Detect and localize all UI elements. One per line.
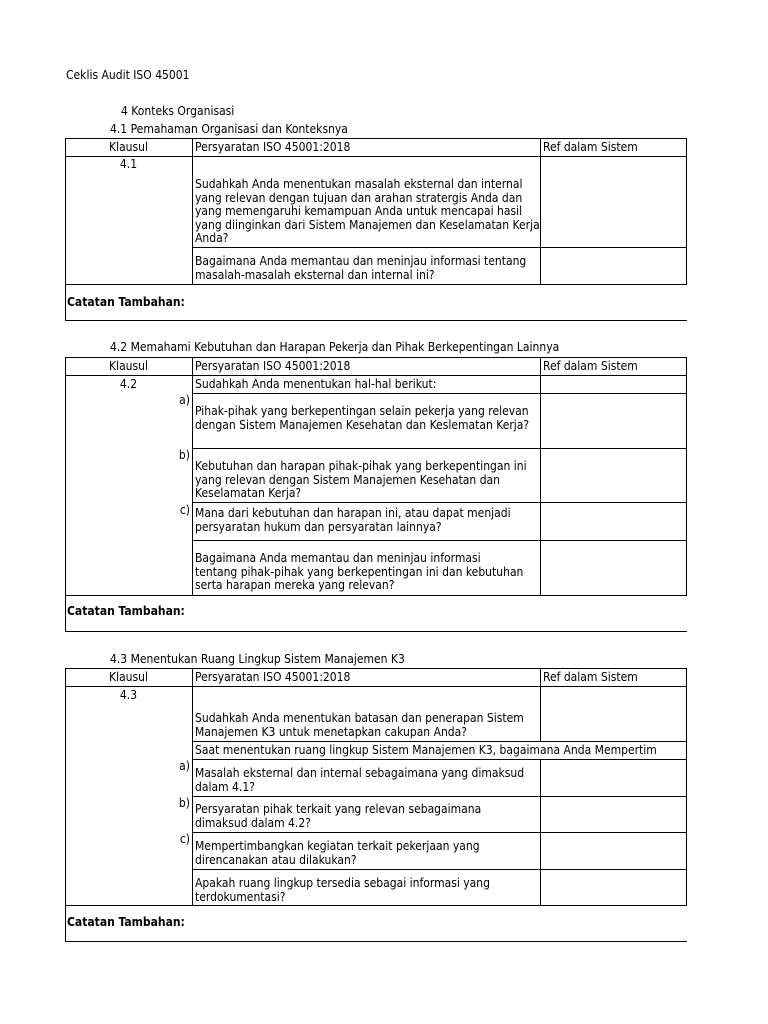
section-title: 4 Konteks Organisasi bbox=[121, 104, 235, 118]
ref-field[interactable] bbox=[541, 833, 686, 869]
subsection-title-4-2: 4.2 Memahami Kebutuhan dan Harapan Pekerja dan Pihak Berkepentingan Lainnya bbox=[110, 340, 560, 354]
ref-field[interactable] bbox=[541, 797, 686, 832]
header-ref: Ref dalam Sistem bbox=[543, 359, 638, 373]
requirement-item: Masalah eksternal dan internal sebagaimana yang dimaksud dalam 4.1? bbox=[195, 766, 525, 794]
subsection-title-4-3: 4.3 Menentukan Ruang Lingkup Sistem Manajemen K3 bbox=[110, 652, 405, 666]
header-persyaratan: Persyaratan ISO 45001:2018 bbox=[195, 140, 351, 154]
requirement-item: Mana dari kebutuhan dan harapan ini, atau dapat menjadi persyaratan hukum dan persyaratan lainnya? bbox=[195, 506, 511, 534]
ref-field[interactable] bbox=[541, 394, 686, 448]
header-persyaratan: Persyaratan ISO 45001:2018 bbox=[195, 359, 351, 373]
ref-field[interactable] bbox=[541, 503, 686, 540]
notes-label: Catatan Tambahan: bbox=[67, 295, 185, 309]
ref-field[interactable] bbox=[541, 687, 686, 741]
requirement-intro: Sudahkah Anda menentukan hal-hal berikut: bbox=[195, 377, 437, 391]
notes-field[interactable] bbox=[200, 907, 686, 941]
ref-field[interactable] bbox=[541, 376, 686, 393]
requirement-question: Saat menentukan ruang lingkup Sistem Manajemen K3, bagaimana Anda Mempertim bbox=[195, 744, 657, 757]
notes-label: Catatan Tambahan: bbox=[67, 604, 185, 618]
clause-number: 4.3 bbox=[119, 688, 138, 702]
ref-field[interactable] bbox=[541, 248, 686, 284]
header-klausul: Klausul bbox=[108, 140, 148, 154]
requirement-item: Persyaratan pihak terkait yang relevan sebagaimana dimaksud dalam 4.2? bbox=[195, 802, 482, 830]
item-label: c) bbox=[179, 503, 190, 517]
header-ref: Ref dalam Sistem bbox=[543, 670, 638, 684]
item-label: a) bbox=[179, 393, 190, 407]
subsection-title-4-1: 4.1 Pemahaman Organisasi dan Konteksnya bbox=[110, 122, 348, 136]
requirement-question: Bagaimana Anda memantau dan meninjau informasi tentang masalah-masalah eksternal dan internal ini? bbox=[195, 254, 527, 282]
ref-field[interactable] bbox=[541, 449, 686, 502]
header-klausul: Klausul bbox=[108, 670, 148, 684]
notes-field[interactable] bbox=[200, 286, 686, 320]
ref-field[interactable] bbox=[541, 870, 686, 905]
header-ref: Ref dalam Sistem bbox=[543, 140, 638, 154]
item-label: b) bbox=[178, 448, 190, 462]
item-label: a) bbox=[179, 759, 190, 773]
notes-field[interactable] bbox=[200, 597, 686, 631]
clause-number: 4.1 bbox=[119, 157, 138, 171]
requirement-question: Sudahkah Anda menentukan batasan dan penerapan Sistem Manajemen K3 untuk menetapkan cakupan Anda? bbox=[195, 711, 524, 739]
requirement-question: Apakah ruang lingkup tersedia sebagai informasi yang terdokumentasi? bbox=[195, 876, 490, 904]
item-label: c) bbox=[179, 832, 190, 846]
ref-field[interactable] bbox=[541, 157, 686, 247]
requirement-question: Sudahkah Anda menentukan masalah eksternal dan internal yang relevan dengan tujuan dan arahan stratergis Anda dan yang memengaruhi kemampuan Anda untuk mencapai hasil yang diinginkan dari Sistem Manajemen dan Keselamatan Kerja Anda? bbox=[195, 177, 540, 245]
clause-number: 4.2 bbox=[119, 377, 138, 391]
item-label: b) bbox=[178, 796, 190, 810]
requirement-item: Kebutuhan dan harapan pihak-pihak yang berkepentingan ini yang relevan dengan Sistem Manajemen Kesehatan dan Keselamatan Kerja? bbox=[195, 459, 527, 500]
ref-field[interactable] bbox=[541, 760, 686, 796]
ref-field[interactable] bbox=[541, 541, 686, 595]
requirement-question: Bagaimana Anda memantau dan meninjau informasi tentang pihak-pihak yang berkepentingan ini dan kebutuhan serta harapan mereka yang relevan? bbox=[195, 551, 524, 592]
requirement-item: Mempertimbangkan kegiatan terkait pekerjaan yang direncanakan atau dilakukan? bbox=[195, 839, 480, 867]
header-persyaratan: Persyaratan ISO 45001:2018 bbox=[195, 670, 351, 684]
requirement-item: Pihak-pihak yang berkepentingan selain pekerja yang relevan dengan Sistem Manajemen Kesehatan dan Keslematan Kerja? bbox=[195, 404, 530, 432]
notes-label: Catatan Tambahan: bbox=[67, 915, 185, 929]
header-klausul: Klausul bbox=[108, 359, 148, 373]
document-title: Ceklis Audit ISO 45001 bbox=[66, 68, 190, 82]
